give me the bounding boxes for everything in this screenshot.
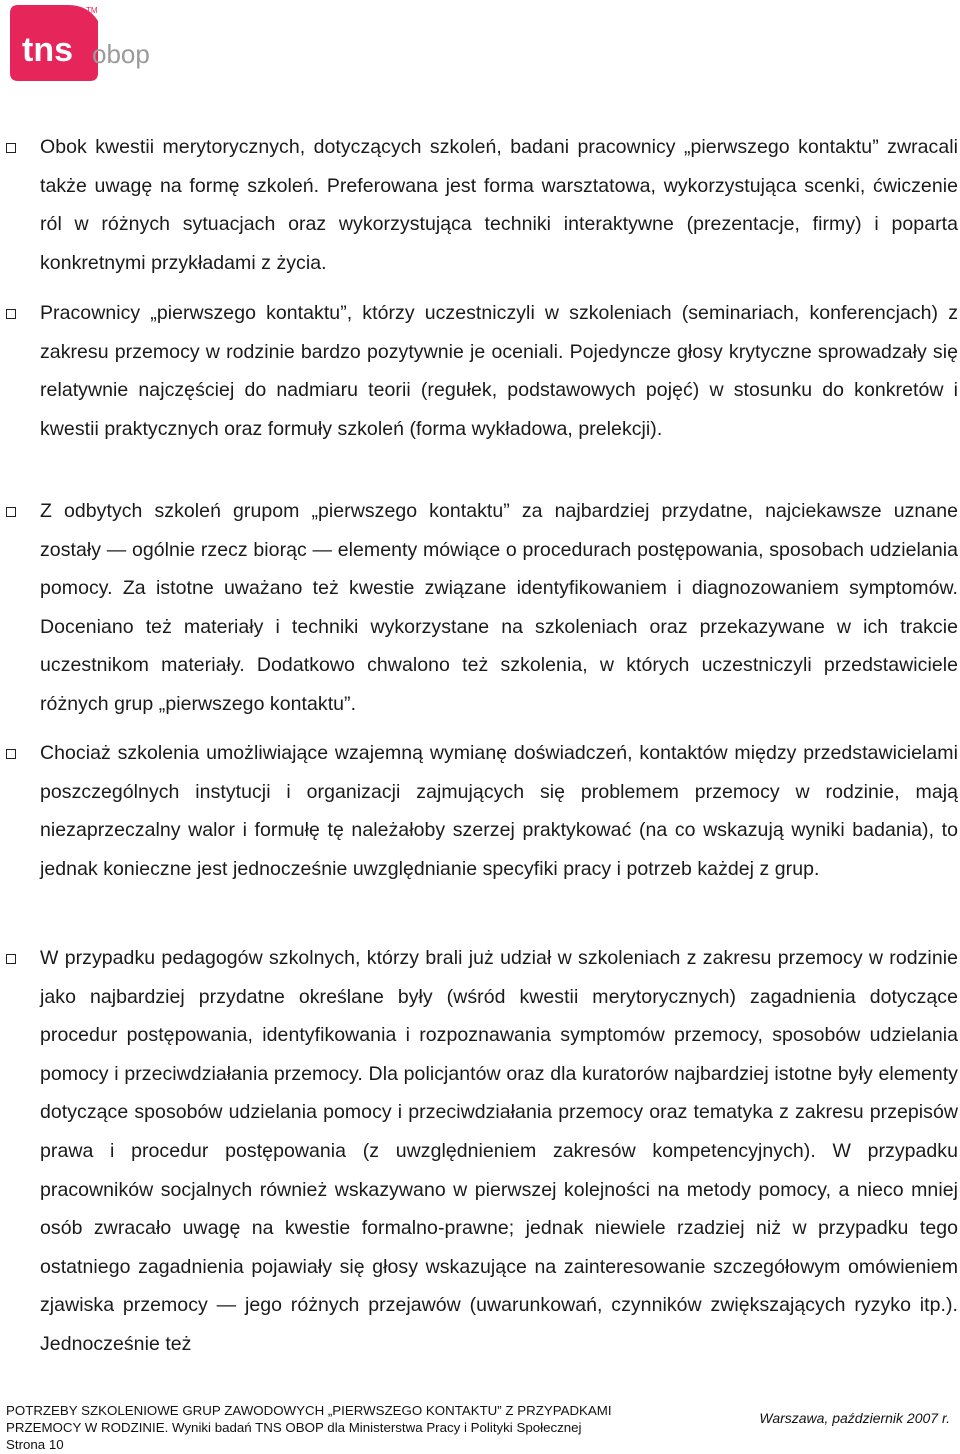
paragraph: Pracownicy „pierwszego kontaktu”, którzy uczestniczyli w szkoleniach (seminariach, konferencjach) z zakresu przemocy w rodzinie bardzo pozytywnie je oceniali. Pojedyncze głosy krytyczne sprowadzały się relatywnie najczęściej do nadmiaru teorii (regułek, podstawowych pojęć) w stosunku do konkretów i kwestii praktycznych oraz formuły szkoleń (forma wykładowa, prelekcji).	[40, 302, 958, 440]
bullet-item	[0, 492, 958, 734]
checkbox-bullet-icon	[6, 143, 16, 153]
checkbox-bullet-icon	[6, 507, 16, 517]
bullet-item	[0, 128, 958, 288]
bullet-item	[0, 294, 958, 498]
paragraph: Chociaż szkolenia umożliwiające wzajemną wymianę doświadczeń, kontaktów między przedstawicielami poszczególnych instytucji i organizacji zajmujących się problemem przemocy w rodzinie, mają niezaprzeczalny walor i formułę tę należałoby szerzej praktykować (na co wskazują wyniki badania), to jednak konieczne jest jednocześnie uwzględnianie specyfiki pracy i potrzeb każdej z grup.	[40, 742, 958, 880]
bullet-item	[0, 939, 958, 1364]
footer-title-line2: PRZEMOCY W RODZINIE. Wyniki badań TNS OBOP dla Ministerstwa Pracy i Polityki Społecznej	[6, 1420, 582, 1435]
svg-text:TM: TM	[86, 6, 98, 15]
svg-text:obop: obop	[92, 39, 150, 69]
paragraph: Z odbytych szkoleń grupom „pierwszego kontaktu” za najbardziej przydatne, najciekawsze uznane zostały — ogólnie rzecz biorąc — elementy mówiące o procedurach postępowania, sposobach udzielania pomocy. Za istotne uważano też kwestie związane identyfikowaniem i diagnozowaniem symptomów. Doceniano też materiały i techniki wykorzystane na szkoleniach oraz przekazywane w ich trakcie uczestnikom materiały. Dodatkowo chwalono też szkolenia, w których uczestniczyli przedstawiciele różnych grup „pierwszego kontaktu”.	[40, 500, 958, 715]
checkbox-bullet-icon	[6, 309, 16, 319]
footer-date: Warszawa, październik 2007 r.	[759, 1410, 950, 1426]
bullet-item	[0, 734, 958, 939]
tns-obop-logo	[6, 3, 166, 83]
checkbox-bullet-icon	[6, 749, 16, 759]
report-body	[0, 128, 960, 1364]
checkbox-bullet-icon	[6, 954, 16, 964]
page-number: Strona 10	[6, 1437, 64, 1452]
footer-title-line1: POTRZEBY SZKOLENIOWE GRUP ZAWODOWYCH „PIERWSZEGO KONTAKTU” Z PRZYPADKAMI	[6, 1403, 612, 1418]
page-footer	[6, 1402, 960, 1453]
svg-text:tns: tns	[22, 31, 73, 69]
paragraph: Obok kwestii merytorycznych, dotyczących szkoleń, badani pracownicy „pierwszego kontaktu” zwracali także uwagę na formę szkoleń. Preferowana jest forma warsztatowa, wykorzystująca scenki, ćwiczenie ról w różnych sytuacjach oraz wykorzystująca techniki interaktywne (prezentacje, firmy) i poparta konkretnymi przykładami z życia.	[40, 136, 958, 274]
paragraph: W przypadku pedagogów szkolnych, którzy brali już udział w szkoleniach z zakresu przemocy w rodzinie jako najbardziej przydatne określane były (wśród kwestii merytorycznych) zagadnienia dotyczące procedur postępowania, identyfikowania i rozpoznawania symptomów przemocy, sposobów udzielania pomocy i przeciwdziałania przemocy. Dla policjantów oraz dla kuratorów najbardziej istotne były elementy dotyczące sposobów udzielania pomocy i przeciwdziałania przemocy oraz tematyka z zakresu przepisów prawa i procedur postępowania (z uwzględnieniem zakresów kompetencyjnych). W przypadku pracowników socjalnych również wskazywano w pierwszej kolejności na metody pomocy, a nieco mniej osób zwracało uwagę na kwestie formalno-prawne; jednak niewiele rzadziej niż w przypadku tego ostatniego zagadnienia pojawiały się głosy wskazujące na zainteresowanie szczegółowym omówieniem zjawiska przemocy — jego różnych przejawów (uwarunkowań, czynników zwiększających ryzyko itp.). Jednocześnie też	[40, 947, 958, 1355]
